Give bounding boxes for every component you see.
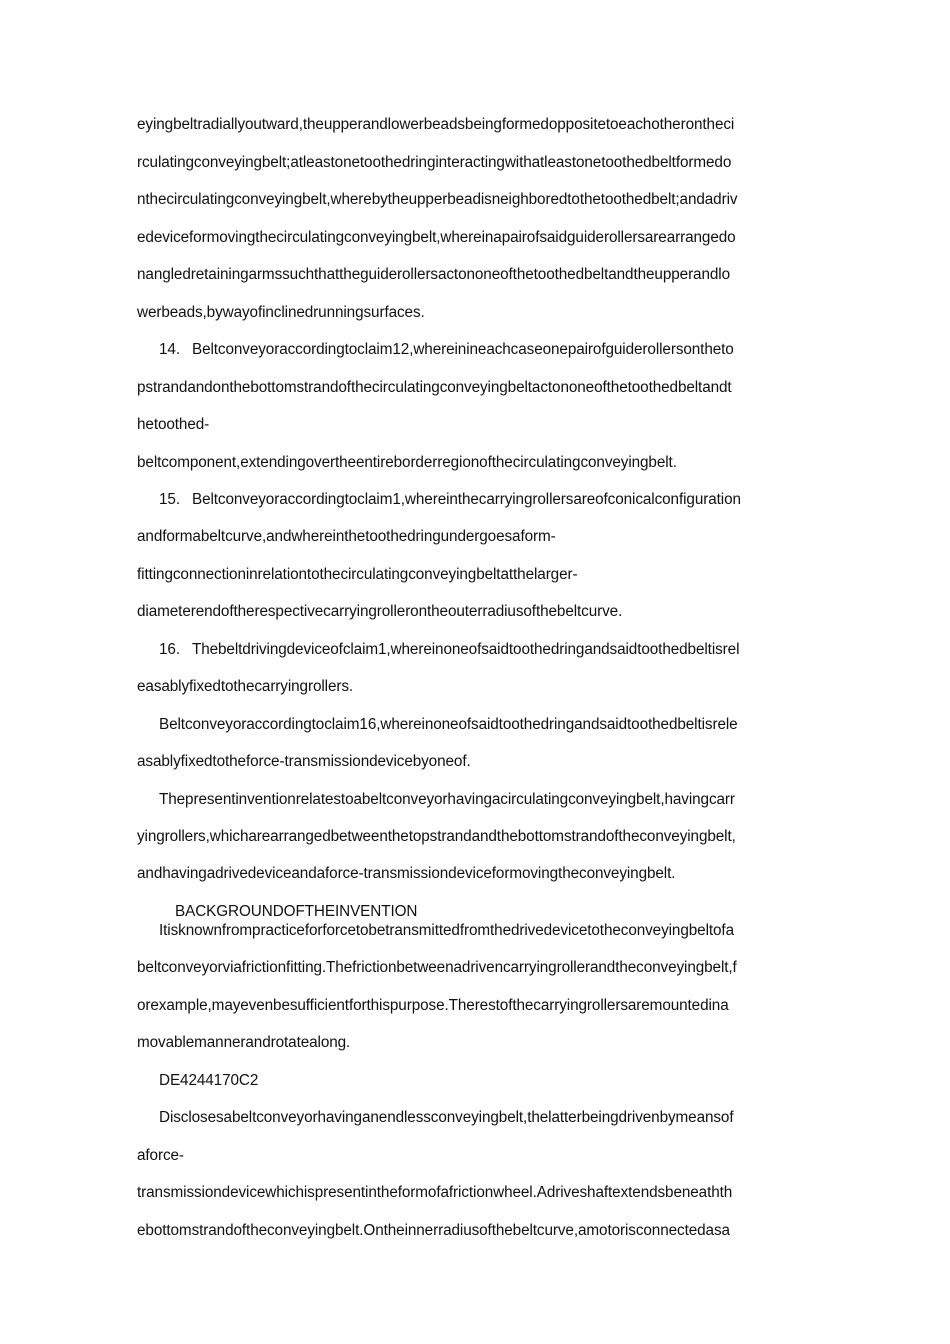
text-line: asablyfixedtotheforce-transmissiondevicebyoneof. (137, 753, 471, 770)
text-line: eyingbeltradiallyoutward,theupperandlowerbeadsbeingformedoppositetoeachotherontheci (137, 116, 735, 133)
text-line: werbeads,bywayofinclinedrunningsurfaces. (137, 304, 425, 321)
text-line: pstrandandonthebottomstrandofthecirculatingconveyingbeltactononeofthetoothedbeltandt (137, 379, 732, 396)
text-line: movablemannerandrotatealong. (137, 1034, 351, 1051)
text-line: Thepresentinventionrelatestoabeltconveyorhavingacirculatingconveyingbelt,havingcarr (159, 791, 735, 808)
text-line: andhavingadrivedeviceandaforce-transmissiondeviceformovingtheconveyingbelt. (137, 865, 676, 882)
text-line: nangledretainingarmssuchthattheguiderollersactononeofthetoothedbeltandtheupperandlo (137, 266, 730, 283)
text-line: beltcomponent,extendingovertheentireborderregionofthecirculatingconveyingbelt. (137, 454, 677, 471)
text-line: Disclosesabeltconveyorhavinganendlessconveyingbelt,thelatterbeingdrivenbymeansof (159, 1109, 734, 1126)
claim-number: 16. (159, 641, 180, 658)
text-line: hetoothed- (137, 416, 210, 433)
claim-15-first-line (159, 490, 741, 510)
claim-text: Beltconveyoraccordingtoclaim12,whereinineachcaseonepairofguiderollersontheto (191, 341, 734, 358)
text-line: fittingconnectioninrelationtothecirculatingconveyingbeltatthelarger- (137, 566, 578, 583)
section-heading: BACKGROUNDOFTHEINVENTION (175, 903, 418, 920)
text-line: aforce- (137, 1147, 184, 1164)
text-line: edeviceformovingthecirculatingconveyingbelt,whereinapairofsaidguiderollersarearrangedo (137, 229, 736, 246)
text-line: beltconveyorviafrictionfitting.Thefrictionbetweenadrivencarryingrollerandtheconveyingbelt,f (137, 959, 737, 976)
claim-16-first-line (159, 640, 739, 660)
patent-reference: DE4244170C2 (159, 1072, 259, 1089)
claim-text: Beltconveyoraccordingtoclaim1,whereinthecarryingrollersareofconicalconfiguration (191, 491, 741, 508)
text-line: orexample,mayevenbesufficientforthispurpose.Therestofthecarryingrollersaremountedina (137, 997, 729, 1014)
text-line: transmissiondevicewhichispresentintheformofafrictionwheel.Adriveshaftextendsbeneathth (137, 1184, 733, 1201)
claim-number: 15. (159, 491, 180, 508)
text-line: ebottomstrandoftheconveyingbelt.Ontheinnerradiusofthebeltcurve,amotorisconnectedasa (137, 1222, 730, 1239)
text-line: andformabeltcurve,andwhereinthetoothedringundergoesaform- (137, 528, 556, 545)
text-line: Itisknownfrompracticeforforcetobetransmittedfromthedrivedevicetotheconveyingbeltofa (159, 922, 734, 939)
claim-number: 14. (159, 341, 180, 358)
claim-text: Thebeltdrivingdeviceofclaim1,whereinoneofsaidtoothedringandsaidtoothedbeltisrel (191, 641, 740, 658)
text-line: rculatingconveyingbelt;atleastonetoothedringinteractingwithatleastonetoothedbeltformedo (137, 154, 732, 171)
text-line: yingrollers,whicharearrangedbetweenthetopstrandandthebottomstrandoftheconveyingbelt, (137, 828, 736, 845)
text-line: nthecirculatingconveyingbelt,wherebytheupperbeadisneighboredtothetoothedbelt;andadriv (137, 191, 738, 208)
text-line: easablyfixedtothecarryingrollers. (137, 678, 354, 695)
text-line: diameterendoftherespectivecarryingrollerontheouterradiusofthebeltcurve. (137, 603, 623, 620)
text-line: Beltconveyoraccordingtoclaim16,whereinoneofsaidtoothedringandsaidtoothedbeltisrele (159, 716, 738, 733)
claim-14-first-line (159, 340, 734, 360)
